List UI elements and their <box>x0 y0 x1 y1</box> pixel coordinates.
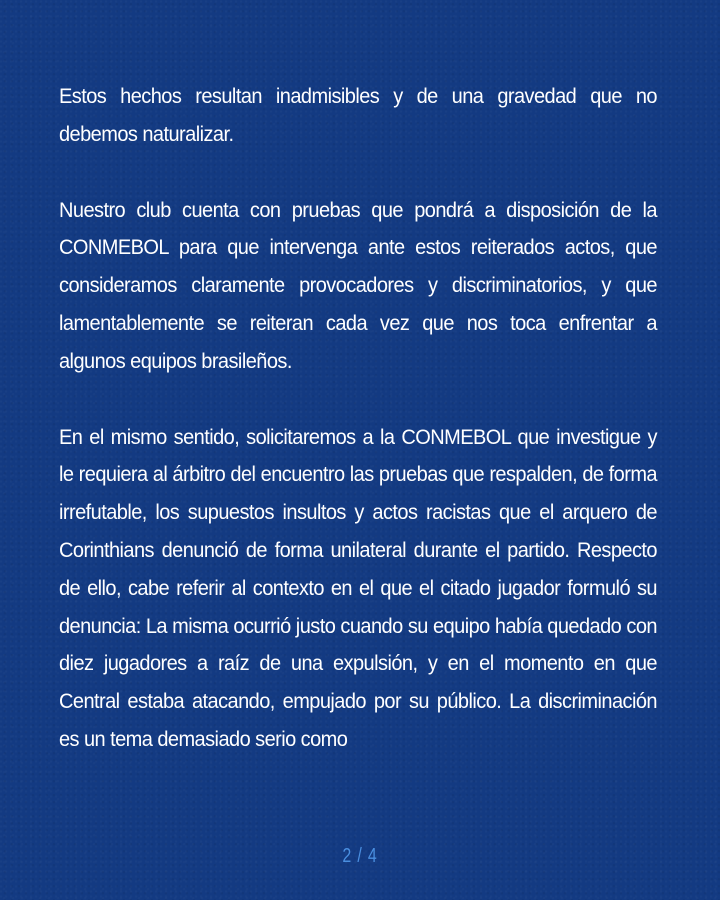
paragraph-spacer <box>59 154 657 192</box>
statement-body <box>59 78 657 759</box>
paragraph-spacer <box>59 381 657 419</box>
paragraph-1: Estos hechos resultan inadmisibles y de una gravedad que no debemos naturalizar. <box>59 84 657 146</box>
paragraph-3: En el mismo sentido, solicitaremos a la CONMEBOL que investigue y le requiera al árbitro del encuentro las pruebas que respalden, de forma irrefutable, los supuestos insultos y actos racistas que el arquero de Corinthians denunció de forma unilateral durante el partido. Respecto de ello, cabe referir al contexto en el que el citado jugador formuló su denuncia: La misma ocurrió justo cuando su equipo había quedado con diez jugadores a raíz de una expulsión, y en el momento en que Central estaba atacando, empujado por su público. La discriminación es un tema demasiado serio como <box>59 424 657 751</box>
paragraph-2: Nuestro club cuenta con pruebas que pondrá a disposición de la CONMEBOL para que intervenga ante estos reiterados actos, que consideramos claramente provocadores y discriminatorios, y que lamentablemente se reiteran cada vez que nos toca enfrentar a algunos equipos brasileños. <box>59 197 657 373</box>
page-indicator: 2 / 4 <box>342 845 378 867</box>
